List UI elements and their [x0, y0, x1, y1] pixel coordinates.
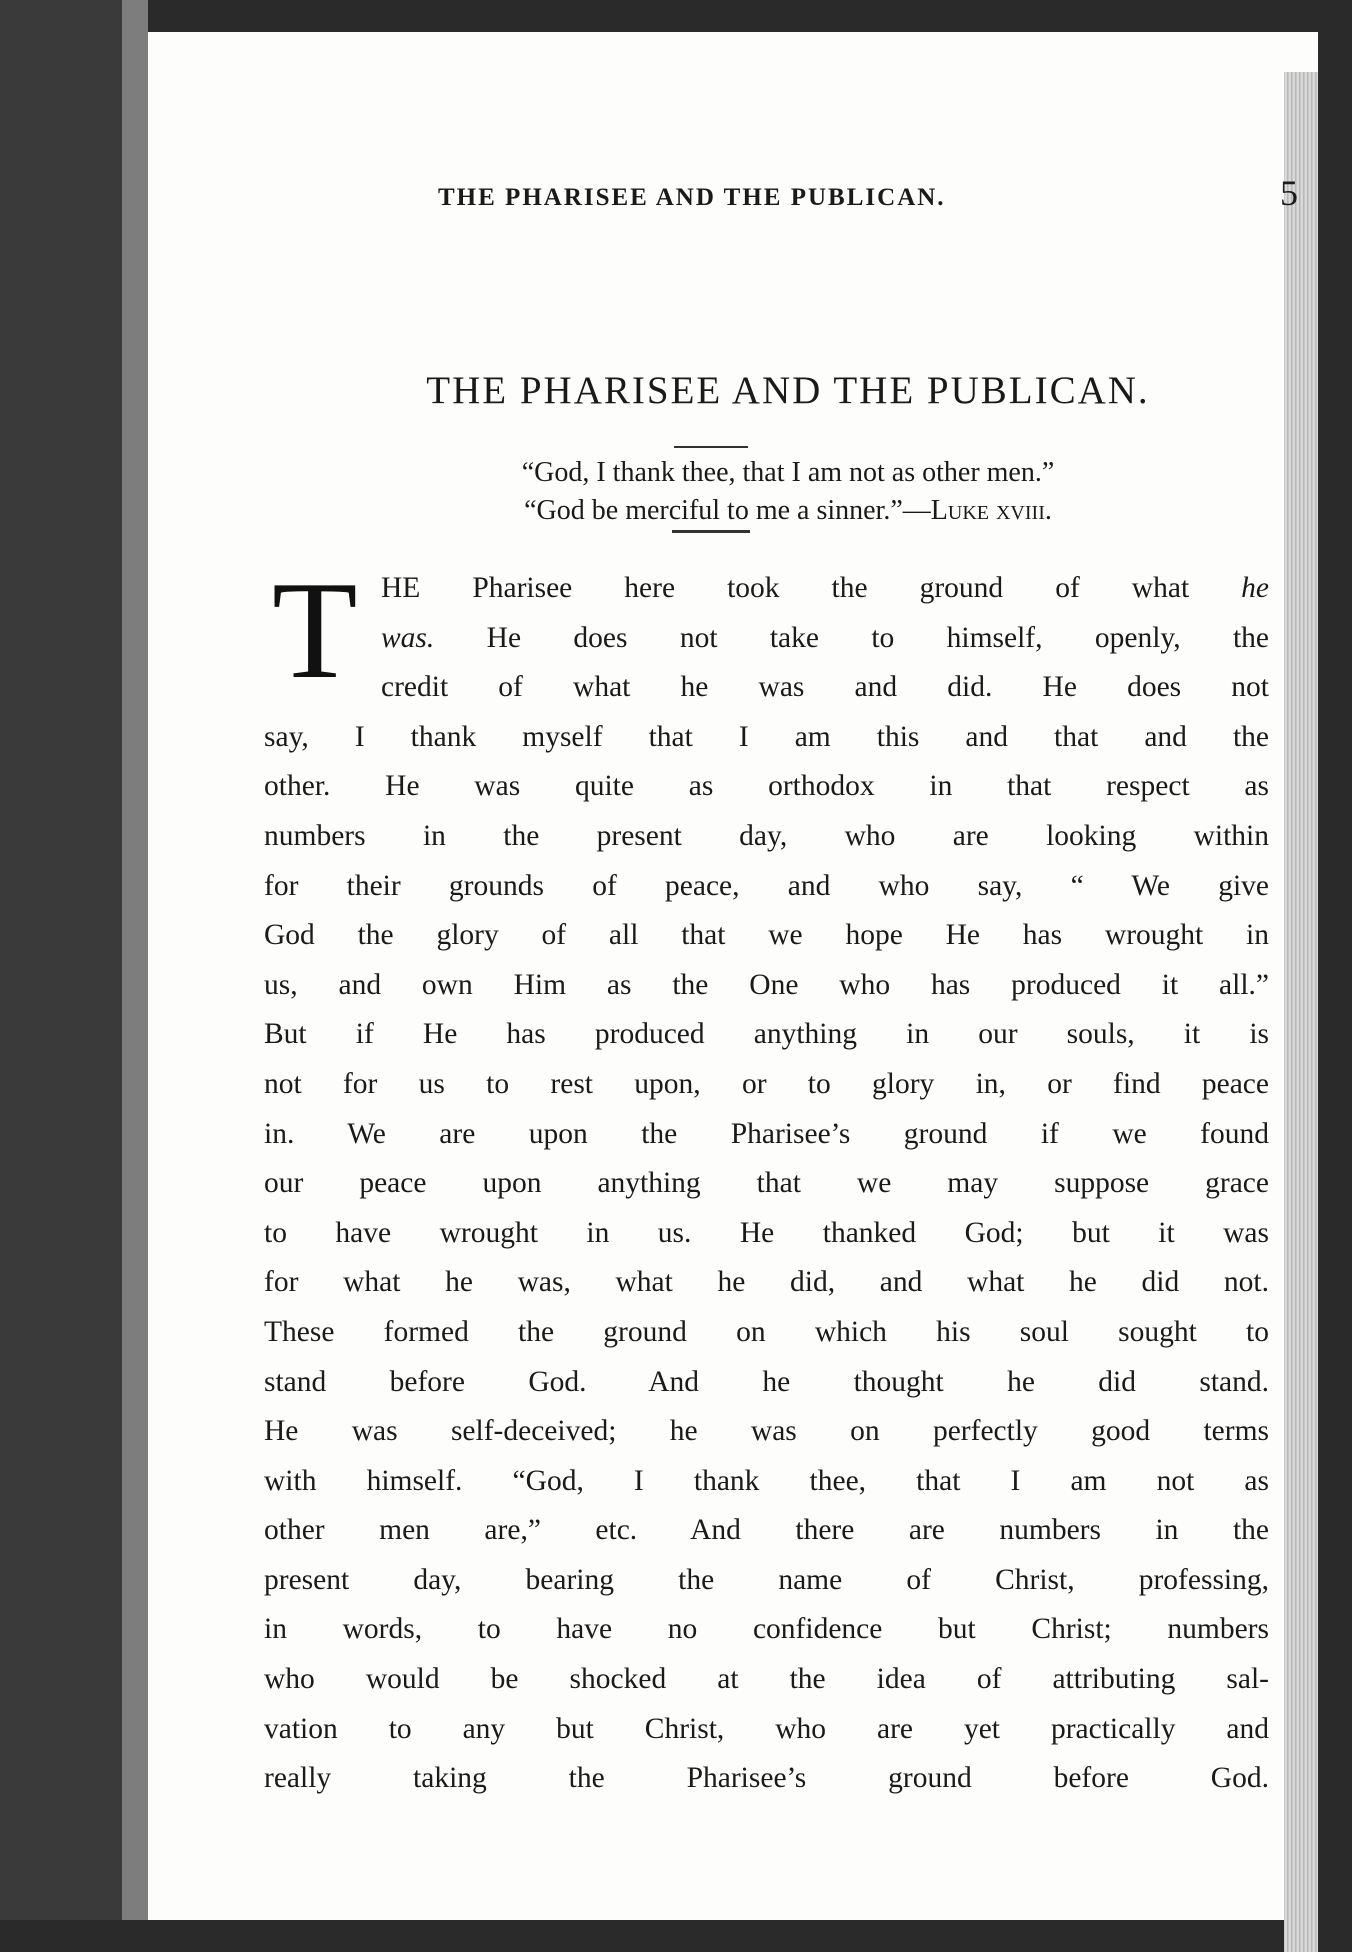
- text-line: in words, to have no confidence but Christ; numbers: [264, 1613, 1269, 1646]
- book-spine-edge: [122, 0, 148, 1920]
- text-line: to have wrought in us. He thanked God; but it was: [264, 1216, 1269, 1249]
- epigraph-line-1: “God, I thank thee, that I am not as other men.”: [521, 457, 1055, 488]
- left-background: [0, 0, 122, 1920]
- page-number: 5: [1280, 173, 1298, 213]
- page-stack-edge: [1284, 72, 1318, 1952]
- running-head-title: THE PHARISEE AND THE PUBLICAN.: [438, 184, 946, 211]
- text-line: in. We are upon the Pharisee’s ground if we found: [264, 1117, 1269, 1150]
- text-line: with himself. “God, I thank thee, that I am not as: [264, 1464, 1269, 1497]
- text-line: vation to any but Christ, who are yet practically and: [264, 1712, 1269, 1745]
- text-line: say, I thank myself that I am this and that and the: [264, 720, 1269, 753]
- text-line: HE Pharisee here took the ground of what he: [381, 572, 1269, 604]
- epigraph-quote: “God be merciful to me a sinner.”—: [524, 495, 931, 526]
- text-line: credit of what he was and did. He does not: [381, 671, 1269, 704]
- text-line: really taking the Pharisee’s ground before God.: [264, 1762, 1269, 1795]
- text-line: us, and own Him as the One who has produced it all.”: [264, 968, 1269, 1001]
- text-line: other men are,” etc. And there are numbers in the: [264, 1514, 1269, 1547]
- epigraph: [308, 454, 1268, 530]
- text-line: present day, bearing the name of Christ, professing,: [264, 1563, 1269, 1596]
- text-line: who would be shocked at the idea of attributing sal-: [264, 1663, 1269, 1696]
- text-line: These formed the ground on which his soul sought to: [264, 1315, 1269, 1348]
- book-page: [148, 32, 1318, 1920]
- text-line: was. He does not take to himself, openly, the: [381, 621, 1269, 654]
- epigraph-rule: [672, 530, 750, 533]
- text-line: But if He has produced anything in our souls, it is: [264, 1018, 1269, 1051]
- body-text: [264, 553, 1269, 1804]
- epigraph-line-2: [308, 492, 1268, 530]
- text-line: our peace upon anything that we may suppose grace: [264, 1167, 1269, 1200]
- text-line: for what he was, what he did, and what he did not.: [264, 1266, 1269, 1299]
- running-head: [438, 172, 1298, 214]
- text-line: God the glory of all that we hope He has wrought in: [264, 919, 1269, 952]
- scripture-reference: Luke xviii.: [930, 495, 1052, 526]
- text-line: stand before God. And he thought he did stand.: [264, 1365, 1269, 1398]
- text-line: for their grounds of peace, and who say, “ We give: [264, 869, 1269, 902]
- chapter-title: THE PHARISEE AND THE PUBLICAN.: [426, 369, 1150, 412]
- text-line: other. He was quite as orthodox in that respect as: [264, 770, 1269, 803]
- text-line: He was self-deceived; he was on perfectly good terms: [264, 1415, 1269, 1448]
- text-line: numbers in the present day, who are looking within: [264, 819, 1269, 852]
- title-rule: [674, 446, 748, 448]
- drop-cap: T: [272, 553, 358, 708]
- text-line: not for us to rest upon, or to glory in, or find peace: [264, 1067, 1269, 1100]
